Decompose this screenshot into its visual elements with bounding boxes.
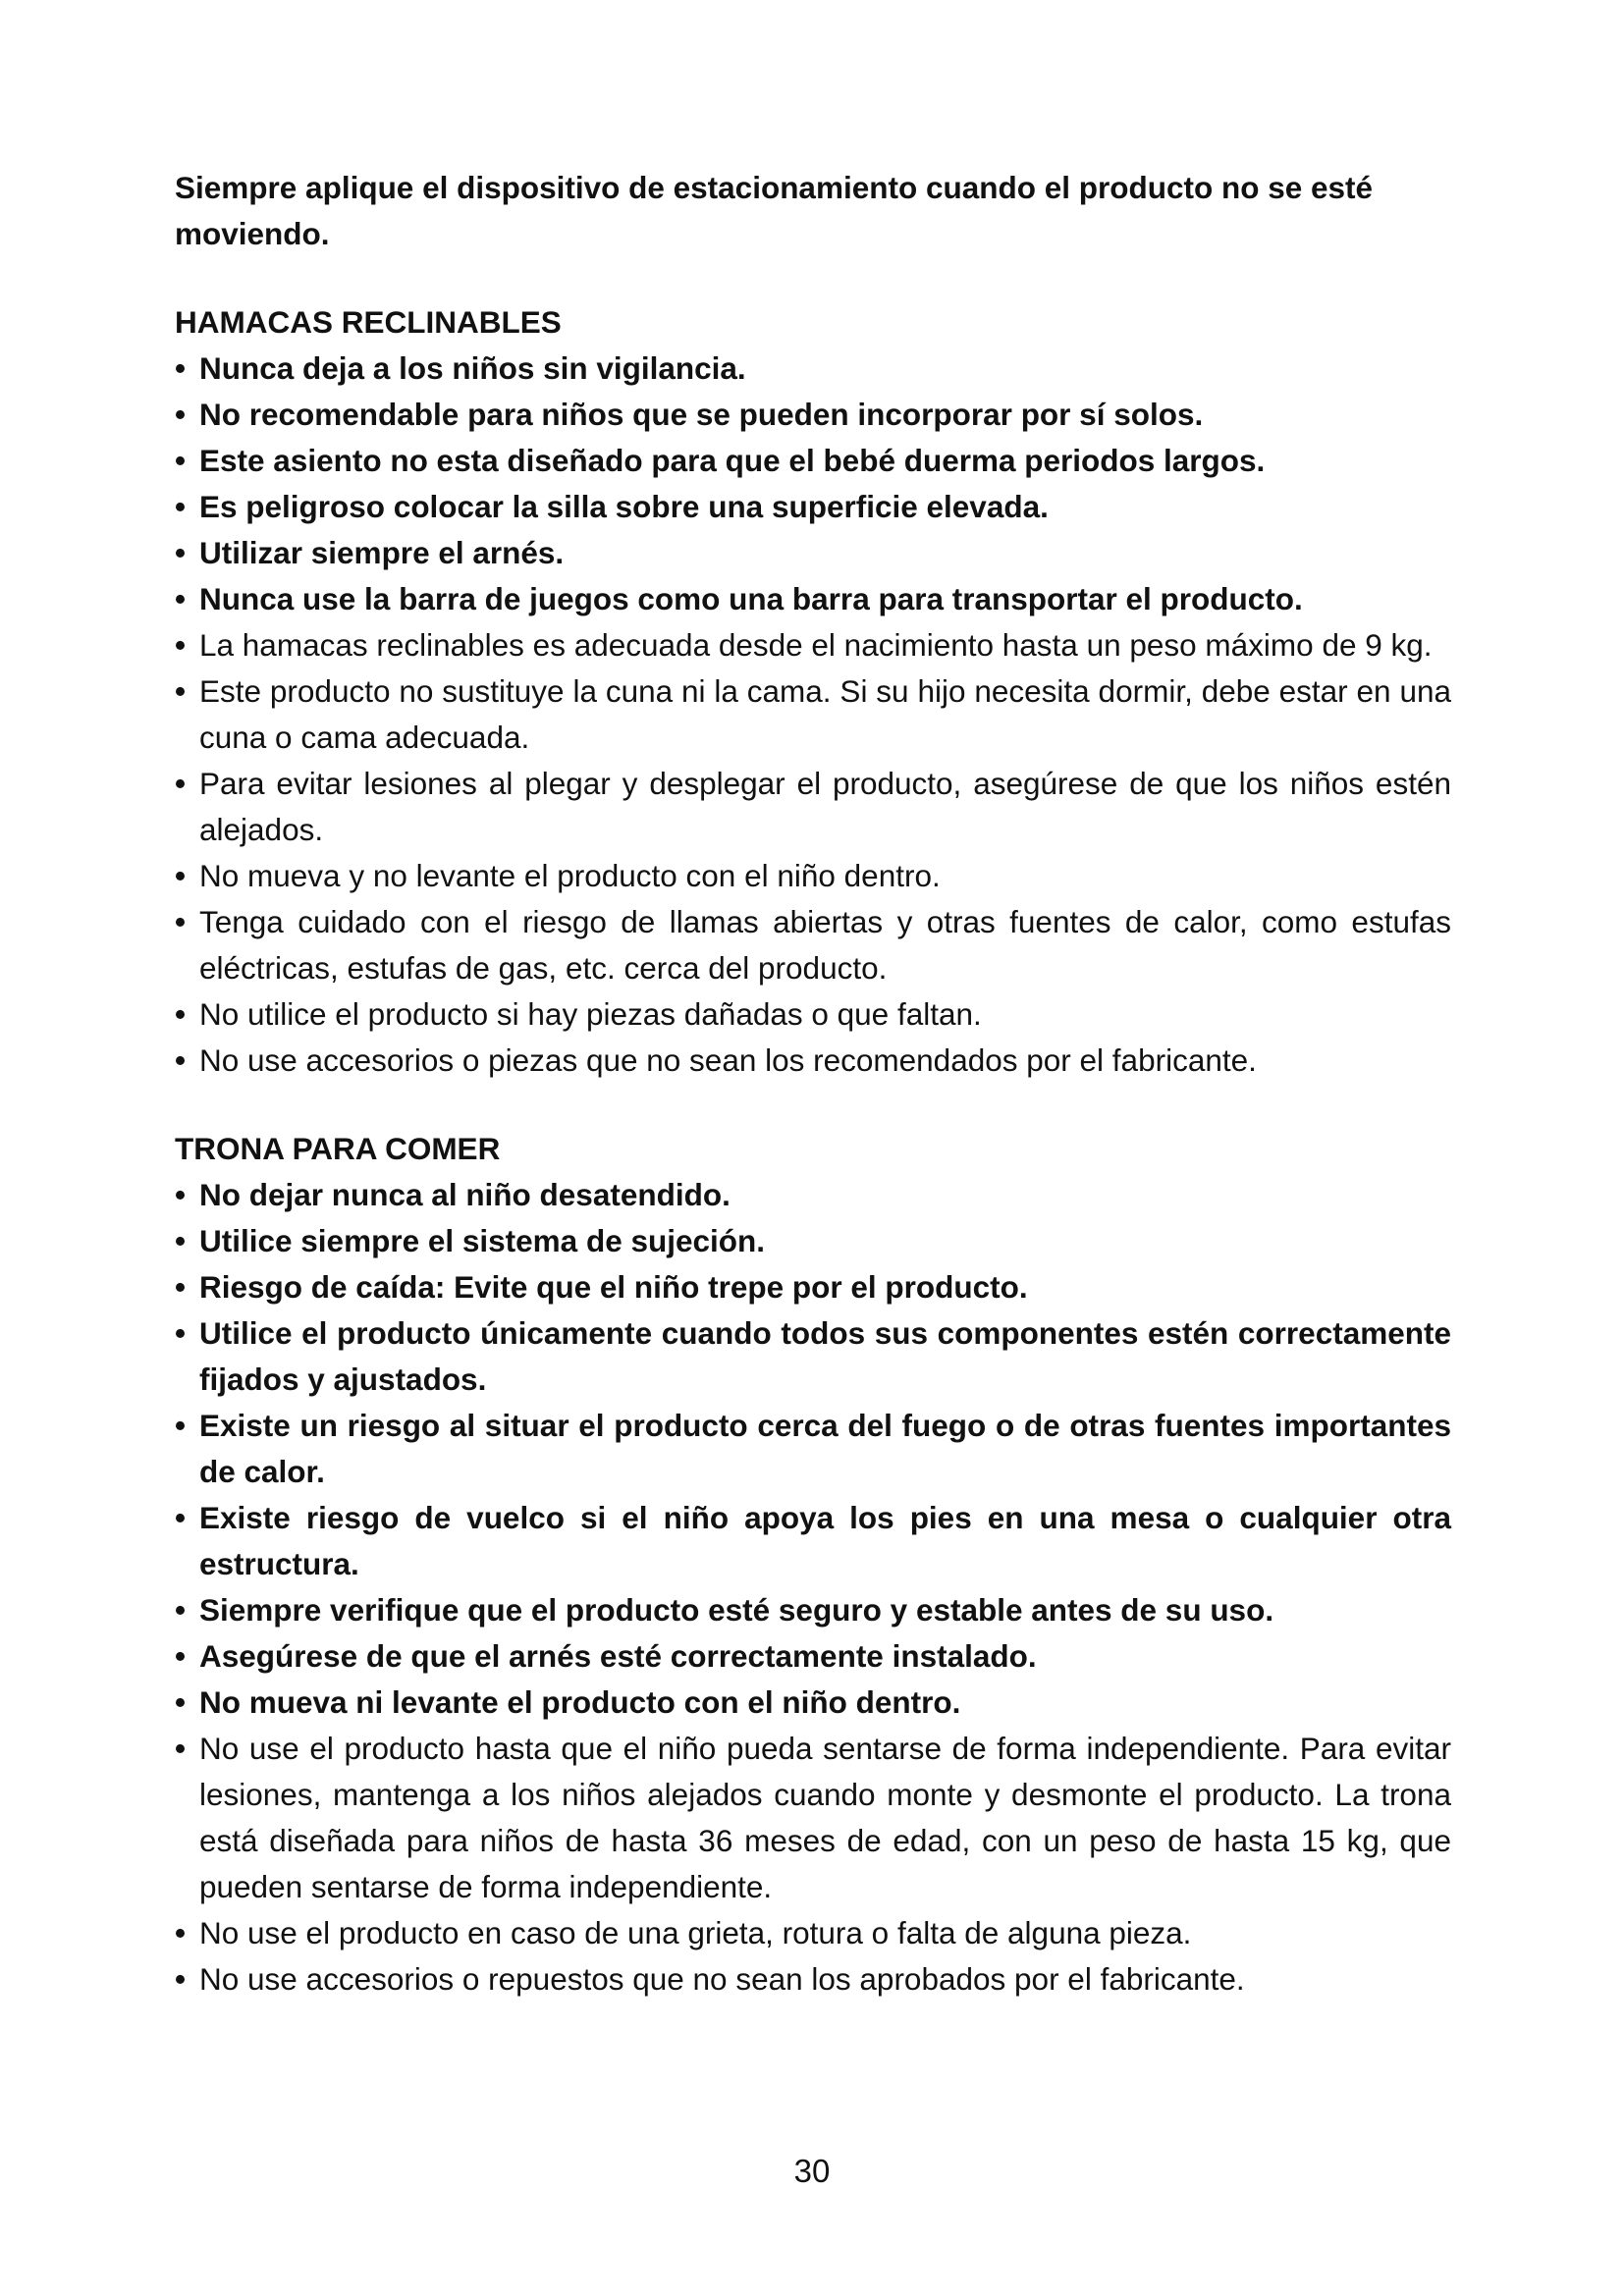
bullet-item: • Utilice el producto únicamente cuando todos sus componentes estén correctamente fijados y ajustados. <box>175 1310 1451 1403</box>
bullet-item: • Este asiento no esta diseñado para que el bebé duerma periodos largos. <box>175 438 1451 484</box>
bullet-item: • No recomendable para niños que se pueden incorporar por sí solos. <box>175 392 1451 438</box>
bullet-item: • No mueva ni levante el producto con el niño dentro. <box>175 1680 1451 1726</box>
bullet-item: • Nunca deja a los niños sin vigilancia. <box>175 346 1451 392</box>
bullet-item: • Tenga cuidado con el riesgo de llamas abiertas y otras fuentes de calor, como estufas eléctricas, estufas de gas, etc. cerca del producto. <box>175 899 1451 991</box>
bullet-item: • La hamacas reclinables es adecuada desde el nacimiento hasta un peso máximo de 9 kg. <box>175 622 1451 668</box>
intro-paragraph: Siempre aplique el dispositivo de estacionamiento cuando el producto no se esté moviendo. <box>175 170 1374 251</box>
bullet-item: • Este producto no sustituye la cuna ni la cama. Si su hijo necesita dormir, debe estar en una cuna o cama adecuada. <box>175 668 1451 761</box>
bullet-item: • No utilice el producto si hay piezas dañadas o que faltan. <box>175 991 1451 1038</box>
bullet-item: • Nunca use la barra de juegos como una barra para transportar el producto. <box>175 576 1451 622</box>
bullet-item: • Existe riesgo de vuelco si el niño apoya los pies en una mesa o cualquier otra estructura. <box>175 1495 1451 1587</box>
bullet-item: • No use accesorios o piezas que no sean los recomendados por el fabricante. <box>175 1038 1451 1084</box>
bullet-item: • No use el producto en caso de una grieta, rotura o falta de alguna pieza. <box>175 1910 1451 1956</box>
bullet-item: • No mueva y no levante el producto con el niño dentro. <box>175 853 1451 899</box>
section-title: HAMACAS RECLINABLES <box>175 304 562 340</box>
bullet-item: • Asegúrese de que el arnés esté correctamente instalado. <box>175 1633 1451 1680</box>
bullet-item: • Utilizar siempre el arnés. <box>175 530 1451 576</box>
document-page <box>175 165 1451 2045</box>
bullet-list <box>175 346 1451 1084</box>
section-hamacas-reclinables <box>175 299 1451 1084</box>
bullet-item: • No dejar nunca al niño desatendido. <box>175 1172 1451 1218</box>
bullet-item: • Es peligroso colocar la silla sobre una superficie elevada. <box>175 484 1451 530</box>
section-trona-para-comer <box>175 1126 1451 2002</box>
bullet-item: • Siempre verifique que el producto esté seguro y estable antes de su uso. <box>175 1587 1451 1633</box>
bullet-item: • Existe un riesgo al situar el producto cerca del fuego o de otras fuentes importantes de calor. <box>175 1403 1451 1495</box>
bullet-item: • No use accesorios o repuestos que no sean los aprobados por el fabricante. <box>175 1956 1451 2002</box>
bullet-item: • No use el producto hasta que el niño pueda sentarse de forma independiente. Para evitar lesiones, mantenga a los niños alejados cuando monte y desmonte el producto. La trona está diseñada para niños de hasta 36 meses de edad, con un peso de hasta 15 kg, que pueden sentarse de forma independiente. <box>175 1726 1451 1910</box>
page-number: 30 <box>793 2153 831 2189</box>
section-title: TRONA PARA COMER <box>175 1131 501 1166</box>
bullet-list <box>175 1172 1451 2002</box>
bullet-item: • Riesgo de caída: Evite que el niño trepe por el producto. <box>175 1264 1451 1310</box>
bullet-item: • Utilice siempre el sistema de sujeción. <box>175 1218 1451 1264</box>
bullet-item: • Para evitar lesiones al plegar y desplegar el producto, asegúrese de que los niños estén alejados. <box>175 761 1451 853</box>
